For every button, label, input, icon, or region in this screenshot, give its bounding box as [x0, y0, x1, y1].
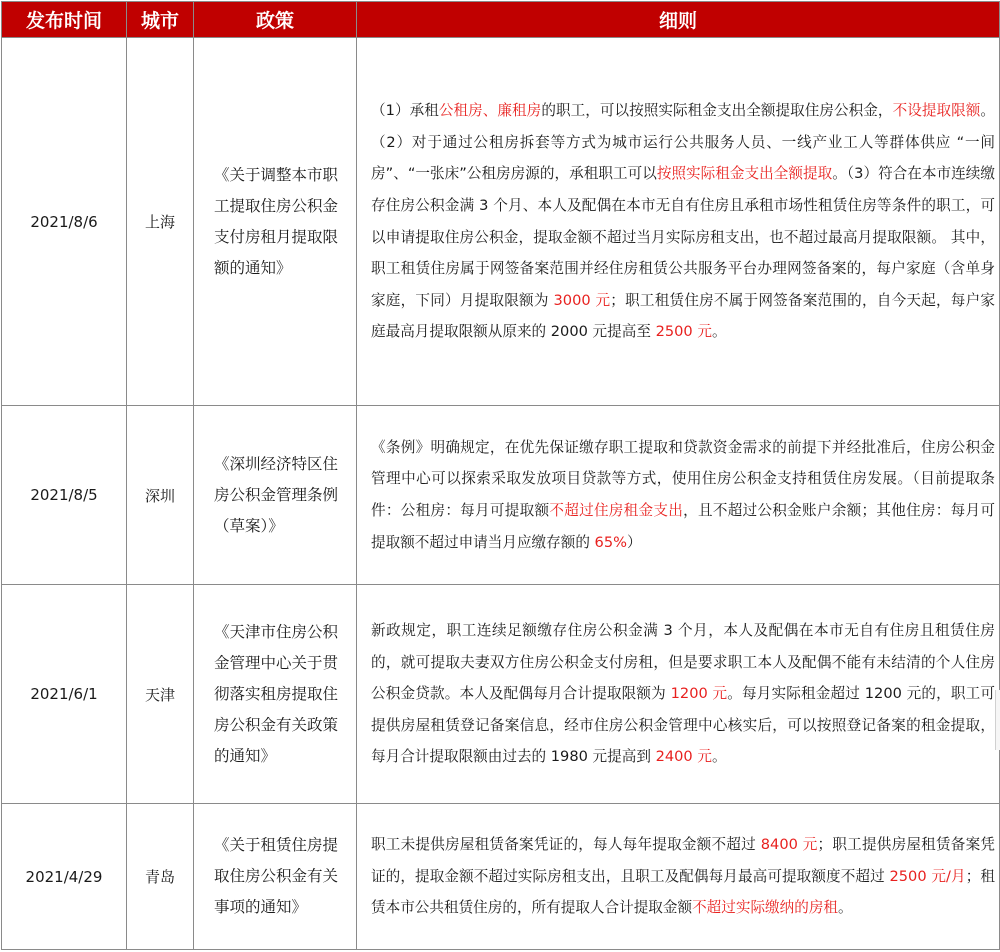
detail-cell — [357, 585, 1000, 804]
header-policy: 政策 — [194, 2, 357, 38]
detail-text: ，且不超过公积金账户余额；其他住房：每月可提取额不超过申请当月应缴存额的 — [371, 502, 995, 551]
date-cell: 2021/6/1 — [2, 585, 127, 804]
detail-text: ） — [626, 533, 642, 551]
city-cell: 深圳 — [127, 406, 194, 585]
detail-text: 。 — [711, 323, 727, 341]
policy-cell: 《关于调整本市职工提取住房公积金支付房租月提取限额的通知》 — [194, 38, 357, 406]
highlight-text: 1200 元 — [670, 685, 728, 703]
highlight-text: 2400 元 — [655, 748, 712, 766]
highlight-text: 公租房、廉租房 — [438, 102, 542, 120]
detail-text: 。 — [711, 748, 727, 766]
policy-table — [1, 1, 1000, 950]
detail-text: ；租赁本市公共租赁住房的，所有提取人合计提取金额 — [371, 867, 995, 917]
city-cell: 天津 — [127, 585, 194, 804]
detail-cell — [357, 406, 1000, 585]
detail-text: 新政规定，职工连续足额缴存住房公积金满 3 个月，本人及配偶在本市无自有住房且租赁住房的，就可提取夫妻双方住房公积金支付房租，但是要求职工本人及配偶不能有未结清的个人住房公积金贷款。本人及配偶每月合计提取限额为 — [371, 622, 995, 703]
highlight-text: 8400 元 — [760, 836, 818, 854]
highlight-text: 按照实际租金支出全额提取 — [656, 165, 833, 183]
detail-cell — [357, 804, 1000, 950]
detail-text: ；职工租赁住房不属于网签备案范围的，自今天起，每户家庭最高月提取限额从原来的 2000 元提高至 — [371, 291, 995, 341]
table-row — [2, 585, 1000, 804]
detail-text: 的职工，可以按照实际租金支出全额提取住房公积金， — [541, 102, 893, 120]
header-row — [2, 2, 1000, 38]
header-date: 发布时间 — [2, 2, 127, 38]
highlight-text: 不超过住房租金支出 — [549, 502, 684, 519]
date-cell: 2021/8/5 — [2, 406, 127, 585]
highlight-text: 不超过实际缴纳的房租 — [692, 899, 839, 917]
date-cell: 2021/8/6 — [2, 38, 127, 406]
highlight-text: 2500 元/月 — [889, 867, 966, 885]
detail-text: 。每月实际租金超过 1200 元的，职工可提供房屋租赁登记备案信息，经市住房公积金管理中心核实后，可以按照登记备案的租金提取，每月合计提取限额由过去的 1980 元提高到 — [371, 685, 995, 766]
detail-text: 《条例》明确规定，在优先保证缴存职工提取和贷款资金需求的前提下并经批准后，住房公积金管理中心可以探索采取发放项目贷款等方式，使用住房公积金支持租赁住房发展。（目前提取条件：公租房：每月可提取额 — [371, 438, 995, 519]
highlight-text: 65% — [594, 533, 627, 551]
table-row — [2, 38, 1000, 406]
policy-cell: 《深圳经济特区住房公积金管理条例（草案）》 — [194, 406, 357, 585]
highlight-text: 不设提取限额 — [892, 102, 981, 120]
header-city: 城市 — [127, 2, 194, 38]
detail-text: 。 — [838, 899, 853, 917]
detail-text: 职工未提供房屋租赁备案凭证的，每人每年提取金额不超过 — [371, 836, 761, 854]
city-cell: 上海 — [127, 38, 194, 406]
detail-text: 。（3）符合在本市连续缴存住房公积金满 3 个月、本人及配偶在本市无自有住房且承租市场性租赁住房等条件的职工，可以申请提取住房公积金，提取金额不超过当月实际房租支出，也不超过最高月提取限额。 其中，职工租赁住房属于网签备案范围并经住房租赁公共服务平台办理网签备案的，每户家庭（含单身家庭，下同）月提取限额为 — [371, 165, 995, 309]
table-row — [2, 804, 1000, 950]
policy-cell: 《天津市住房公积金管理中心关于贯彻落实租房提取住房公积金有关政策的通知》 — [194, 585, 357, 804]
highlight-text: 2500 元 — [655, 323, 712, 341]
detail-text: （1）承租 — [371, 102, 439, 120]
table-row — [2, 406, 1000, 585]
policy-cell: 《关于租赁住房提取住房公积金有关事项的通知》 — [194, 804, 357, 950]
detail-cell — [357, 38, 1000, 406]
highlight-text: 3000 元 — [553, 291, 611, 309]
date-cell: 2021/4/29 — [2, 804, 127, 950]
detail-text: 。（2）对于通过公租房拆套等方式为城市运行公共服务人员、一线产业工人等群体供应 “一间房”、“一张床”公租房房源的，承租职工可以 — [371, 102, 995, 183]
detail-text: ；职工提供房屋租赁备案凭证的，提取金额不超过实际房租支出，且职工及配偶每月最高可提取额度不超过 — [371, 836, 995, 885]
city-cell: 青岛 — [127, 804, 194, 950]
header-detail: 细则 — [357, 2, 1000, 38]
edge-scroll-mark — [995, 690, 1000, 750]
